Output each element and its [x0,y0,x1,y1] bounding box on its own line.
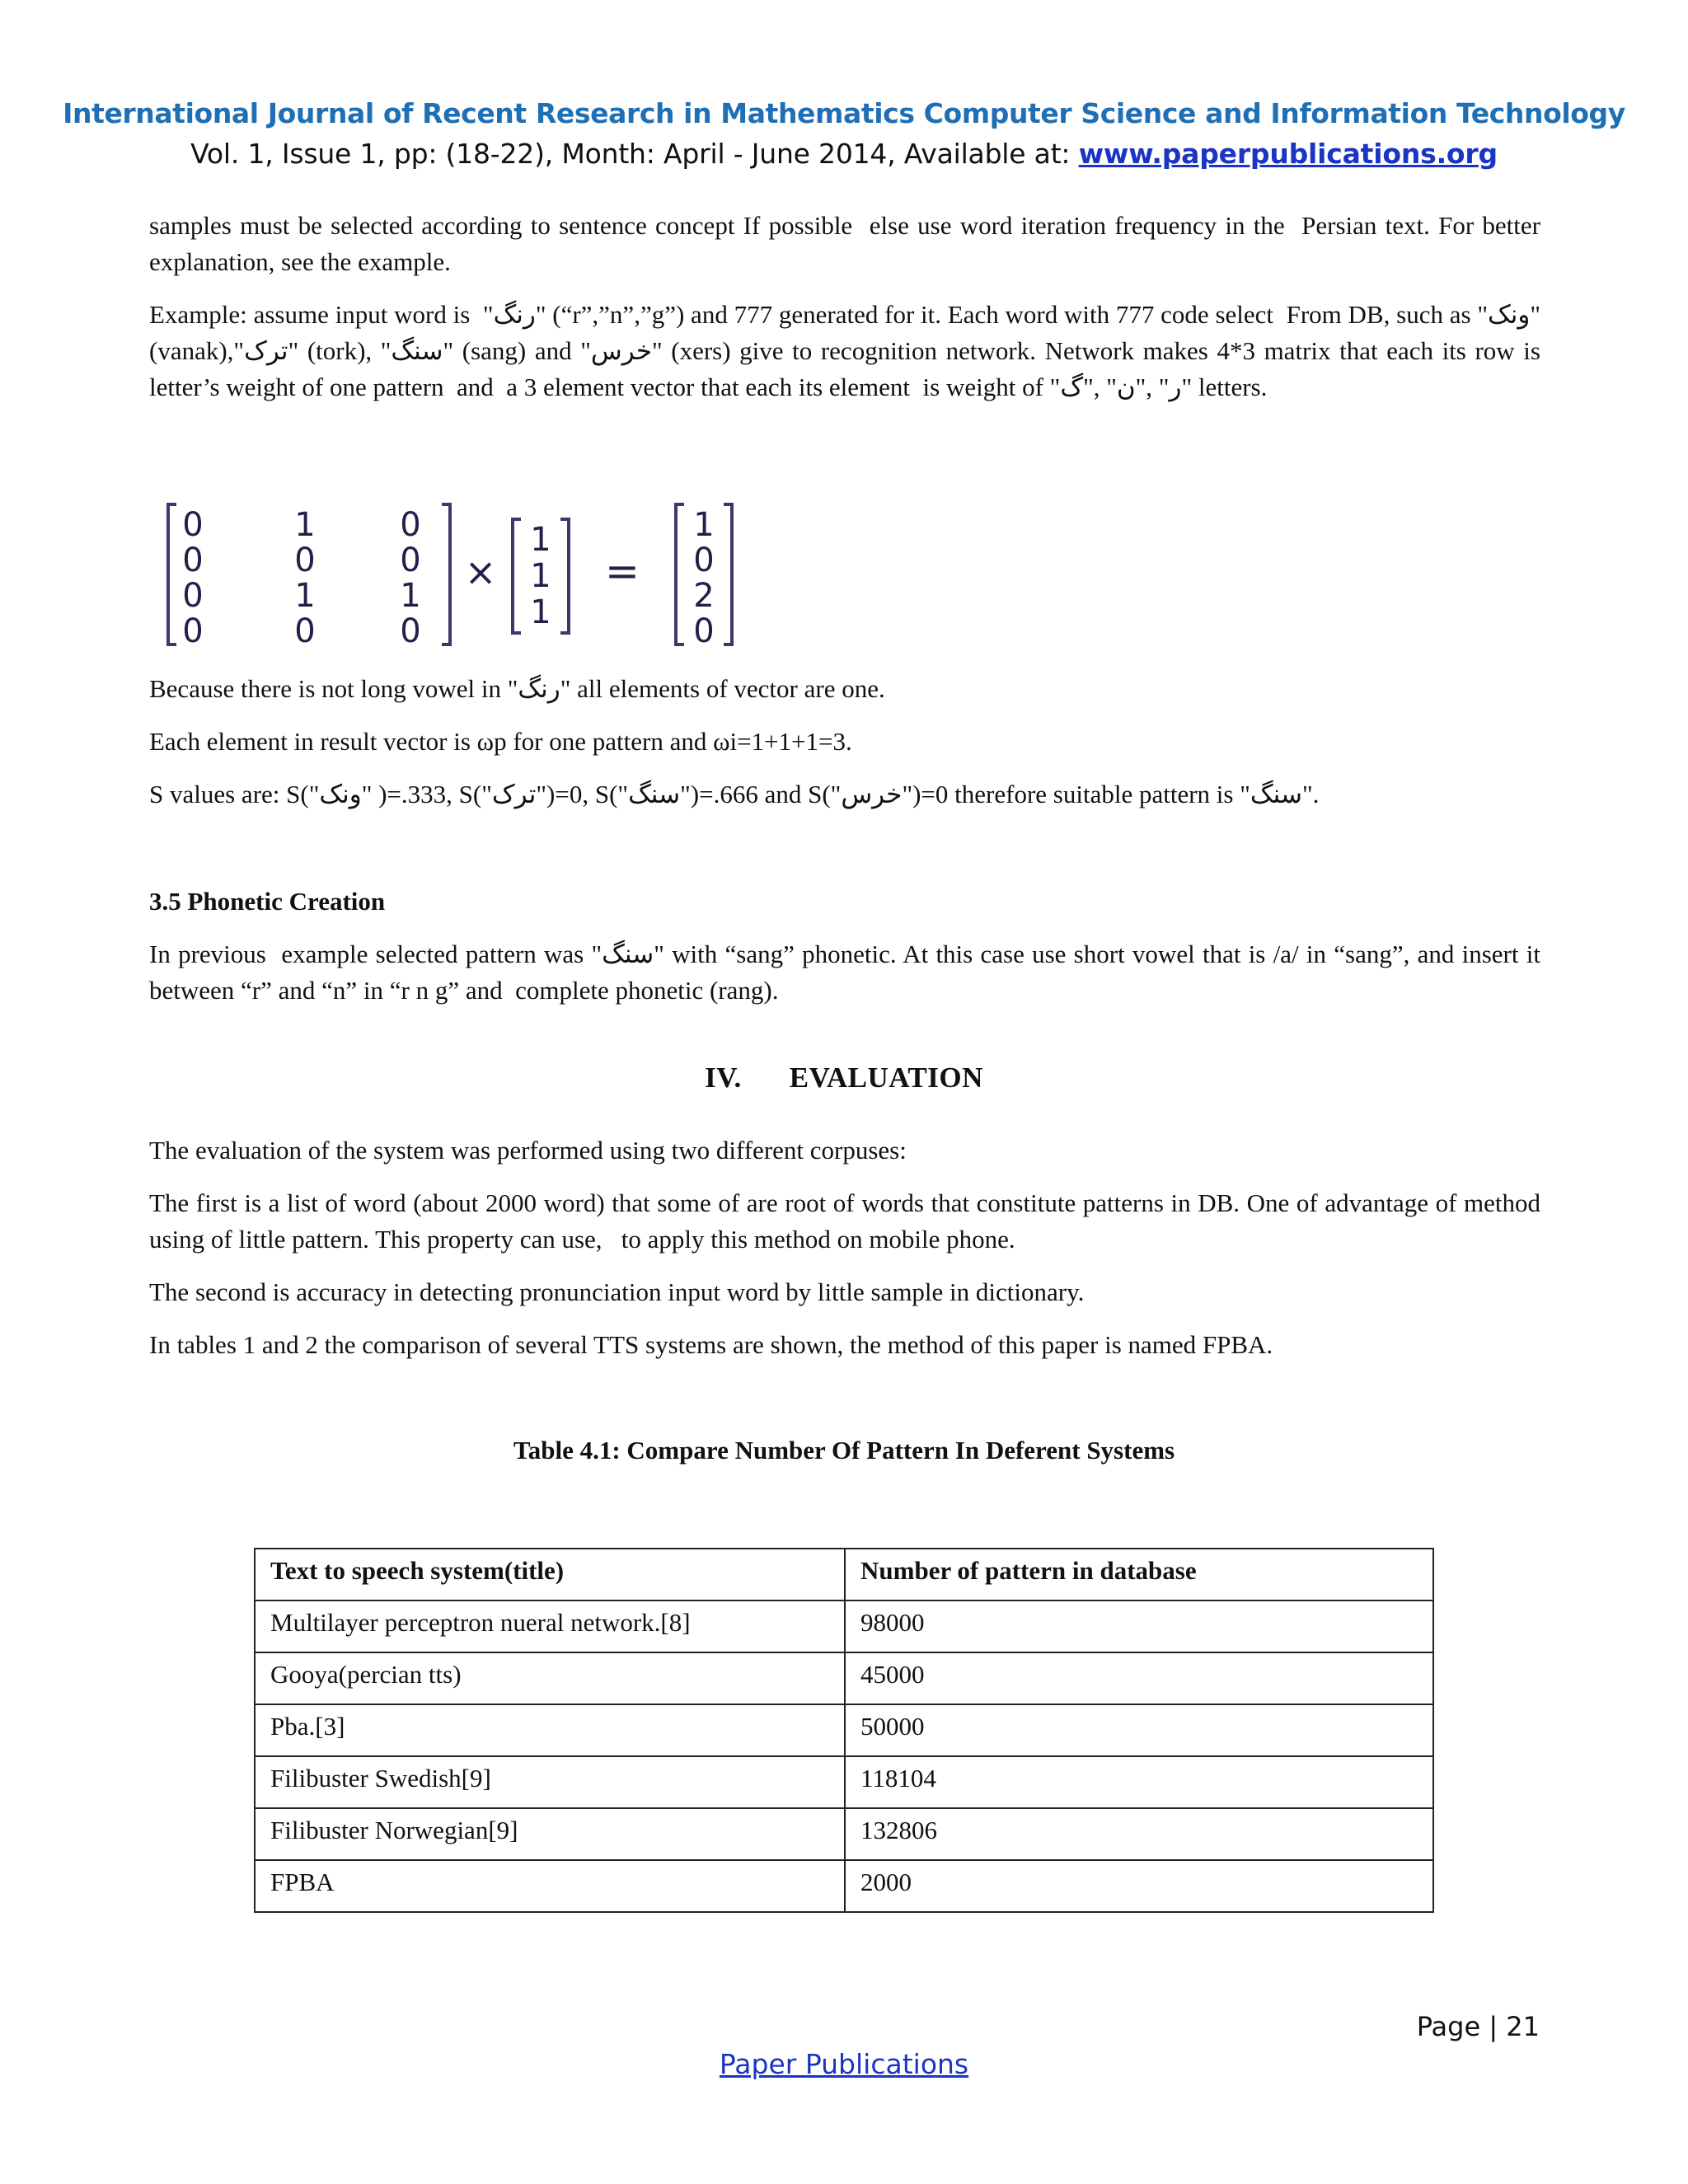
matrix-cell: 0 [182,612,204,650]
table-caption: Table 4.1: Compare Number Of Pattern In Deferent Systems [513,1436,1175,1465]
column-header: Text to speech system(title) [255,1549,845,1601]
paragraph-text: samples must be selected according to sentence concept If possible else use word iteration frequency in the Persian text. For better explanation, see the example. [149,211,1547,276]
paragraph-text: Because there is not long vowel in "رنگ" all elements of vector are one. [149,674,885,703]
paragraph-text: Each element in result vector is ωp for one pattern and ωi=1+1+1=3. [149,727,852,756]
table-cell: 45000 [845,1652,1433,1704]
paragraph [149,724,1540,760]
publisher-link[interactable]: Paper Publications [719,2048,969,2080]
matrix-cell: 1 [294,506,316,544]
matrix-cell: 0 [400,541,421,579]
matrix-cell: 1 [400,577,421,615]
result-bracket-open [676,504,684,644]
issue-info: Vol. 1, Issue 1, pp: (18-22), Month: April - June 2014, Available at: [190,138,1079,170]
paragraph [149,208,1547,280]
chapter-number: IV. [705,1062,742,1094]
table-cell: FPBA [255,1860,845,1912]
table-cell: Gooya(percian tts) [255,1652,845,1704]
table-cell: 132806 [845,1808,1433,1860]
table-cell: 2000 [845,1860,1433,1912]
example-paragraph [149,297,1547,405]
equals-sign: = [605,547,640,595]
paragraph [149,1274,1540,1310]
journal-header [0,97,1688,170]
table-cell: 118104 [845,1756,1433,1808]
left-bracket [168,504,176,644]
table-cell: Filibuster Swedish[9] [255,1756,845,1808]
left-bracket-close [442,504,450,644]
column-header: Number of pattern in database [845,1549,1433,1601]
paragraph [149,1327,1540,1363]
evaluation-body [149,1132,1547,1380]
table-row [255,1808,1433,1860]
paragraph [149,936,1547,1009]
result-bracket-close [724,504,732,644]
paragraph-text: S values are: S("ونک" )=.333, S("ترک")=0, S("سنگ")=.666 and S("خرس")=0 therefore suitable pattern is "سنگ". [149,780,1320,808]
paragraph-text: The first is a list of word (about 2000 word) that some of are root of words that constitute patterns in DB. One of advantage of method using of little pattern. This property can use, to apply this method on mobile phone. [149,1188,1547,1254]
paragraph [149,1185,1547,1258]
vector-cell: 1 [530,521,551,559]
matrix-cell: 0 [294,541,316,579]
matrix-cell: 1 [294,577,316,615]
journal-title: International Journal of Recent Research in Mathematics Computer Science and Information Technology [63,97,1625,129]
paragraph-text: The second is accuracy in detecting pronunciation input word by little sample in dictionary. [149,1277,1085,1306]
result-cell: 2 [693,577,715,615]
matrix-cell: 0 [400,612,421,650]
body-mid [149,671,1540,829]
vector-bracket-open [513,519,521,633]
chapter-title: EVALUATION [789,1062,983,1094]
comparison-table [254,1548,1434,1913]
website-link[interactable]: www.paperpublications.org [1078,138,1498,170]
paragraph-text: The evaluation of the system was performed using two different corpuses: [149,1136,907,1165]
chapter-heading [0,1062,1688,1094]
publisher-footer [0,2048,1688,2080]
section-heading: 3.5 Phonetic Creation [149,887,386,916]
table-cell: 98000 [845,1601,1433,1652]
matrix-cell: 0 [182,506,204,544]
times-sign: × [464,550,497,594]
matrix-cell: 0 [182,541,204,579]
table-cell: Multilayer perceptron nueral network.[8] [255,1601,845,1652]
paragraph-text: In tables 1 and 2 the comparison of several TTS systems are shown, the method of this paper is named FPBA. [149,1330,1273,1359]
paragraph [149,671,1540,707]
vector-cell: 1 [530,593,551,631]
issue-line [0,138,1688,170]
table-cell: 50000 [845,1704,1433,1756]
table-row [255,1652,1433,1704]
matrix-equation [165,494,767,651]
table-row [255,1601,1433,1652]
paragraph-text: In previous example selected pattern was "سنگ" with “sang” phonetic. At this case use short vowel that is /a/ in “sang”, and insert it between “r” and “n” in “r n g” and complete phonetic (rang). [149,940,1547,1005]
paragraph [149,1132,1540,1169]
result-cell: 0 [693,612,715,650]
table-cell: Filibuster Norwegian[9] [255,1808,845,1860]
table-row [255,1756,1433,1808]
vector-bracket-close [560,519,569,633]
result-cell: 0 [693,541,715,579]
matrix-cell: 0 [400,506,421,544]
page-number: Page | 21 [1416,2011,1540,2042]
table-row [255,1704,1433,1756]
matrix-cell: 0 [182,577,204,615]
body-top [149,208,1547,422]
table-cell: Pba.[3] [255,1704,845,1756]
table-header-row [255,1549,1433,1601]
matrix-cell: 0 [294,612,316,650]
paragraph [149,776,1540,813]
result-cell: 1 [693,506,715,544]
table-row [255,1860,1433,1912]
paragraph-text: Example: assume input word is "رنگ" (“r”,”n”,”g”) and 777 generated for it. Each word with 777 code select From DB, such as "ونک" (vanak),"ترک" (tork), "سنگ" (sang) and "خرس" (xers) give to recognition network. Network makes 4*3 matrix that each its row is letter’s weight of one pattern and a 3 element vector that each its element is weight of "ر" ,"ن" ,"گ" letters. [149,300,1547,401]
section-3-5 [149,883,1547,1025]
vector-cell: 1 [530,557,551,595]
